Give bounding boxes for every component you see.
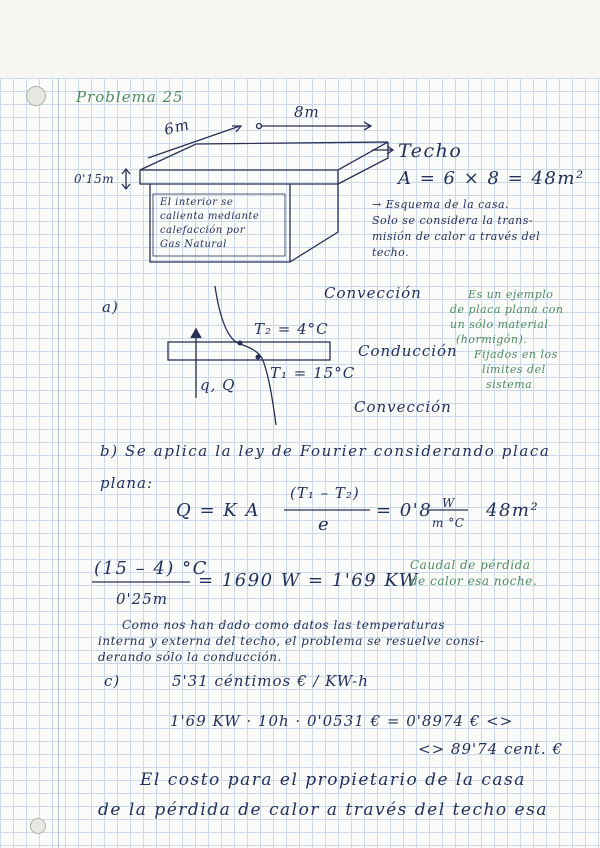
conclusion-line: El costo para el propietario de la casa [140, 770, 526, 790]
explanation-line: interna y externa del techo, el problema se resuelve consi- [98, 634, 485, 648]
interior-note-line: El interior se [160, 197, 234, 208]
part-b-intro-2: plana: [100, 474, 153, 492]
explanation-line: derando sólo la conducción. [98, 650, 282, 664]
explanation-line: Como nos han dado como datos las temperaturas [122, 618, 445, 632]
scheme-note-line: → Esquema de la casa. [372, 198, 510, 211]
convection-top-label: Convección [324, 284, 422, 302]
formula-numerator: (T₁ – T₂) [290, 484, 360, 502]
t2-label: T₂ = 4°C [254, 320, 329, 338]
part-a-note-line: sistema [486, 378, 533, 391]
conclusion-line: de la pérdida de calor a través del techo esa [98, 800, 548, 820]
part-a-note-line: límites del [482, 363, 546, 376]
part-a-note-line: (hormigón). [456, 333, 528, 346]
roof-slab-front [140, 170, 338, 184]
unit-denominator: m °C [432, 516, 465, 530]
part-a-note-line: Es un ejemplo [468, 288, 554, 301]
problem-title: Problema 25 [76, 88, 184, 106]
part-a-note-line: un sólo material [450, 318, 549, 331]
scheme-note-line: misión de calor a través del [372, 230, 541, 243]
plate [168, 342, 330, 360]
heat-flow-label: q, Q [200, 376, 236, 394]
calc-numerator: (15 – 4) °C [94, 558, 208, 579]
formula-denominator: e [318, 514, 331, 535]
temperature-profile [215, 286, 276, 425]
formula-k-value: = 0'8 [376, 500, 433, 521]
part-a-note-line: de placa plana con [450, 303, 564, 316]
house-side-wall [290, 184, 338, 262]
part-c-label: c) [104, 672, 121, 690]
result-note-line: Caudal de pérdida [410, 558, 531, 572]
area-formula: A = 6 × 8 = 48m² [398, 168, 585, 189]
convection-bottom-label: Convección [354, 398, 452, 416]
dim-arrow-6m [148, 126, 240, 158]
formula-left: Q = K A [176, 500, 260, 521]
roof-slab-side [338, 142, 388, 184]
interior-note-line: Gas Natural [160, 239, 227, 250]
part-a-note-line: Fijados en los [474, 348, 558, 361]
conduction-label: Conducción [358, 342, 458, 360]
dim-label-thickness: 0'15m [74, 172, 115, 186]
unit-numerator: W [442, 496, 455, 510]
interior-note-line: calefacción por [160, 225, 246, 236]
calc-denominator: 0'25m [116, 590, 168, 608]
area-value: 48m² [486, 500, 540, 521]
cost-result: <> 89'74 cent. € [418, 740, 564, 758]
calc-result: = 1690 W = 1'69 KW [198, 570, 419, 591]
house-walls [150, 184, 290, 262]
scheme-note-line: techo. [372, 246, 410, 259]
roof-slab-top [140, 142, 388, 170]
part-a-label: a) [102, 298, 119, 316]
electricity-price: 5'31 céntimos € / KW-h [172, 672, 369, 690]
result-note-line: de calor esa noche. [410, 574, 538, 588]
dim-label-length: 8m [294, 103, 320, 121]
interior-note-line: calienta mediante [160, 211, 260, 222]
t1-label: T₁ = 15°C [270, 364, 356, 382]
scheme-note-line: Solo se considera la trans- [372, 214, 534, 227]
part-b-intro: b) Se aplica la ley de Fourier considerando placa [100, 442, 551, 460]
dim-label-width: 6m [162, 115, 192, 139]
cost-calculation: 1'69 KW · 10h · 0'0531 € = 0'8974 € <> [170, 712, 514, 730]
roof-label: Techo [398, 140, 463, 162]
